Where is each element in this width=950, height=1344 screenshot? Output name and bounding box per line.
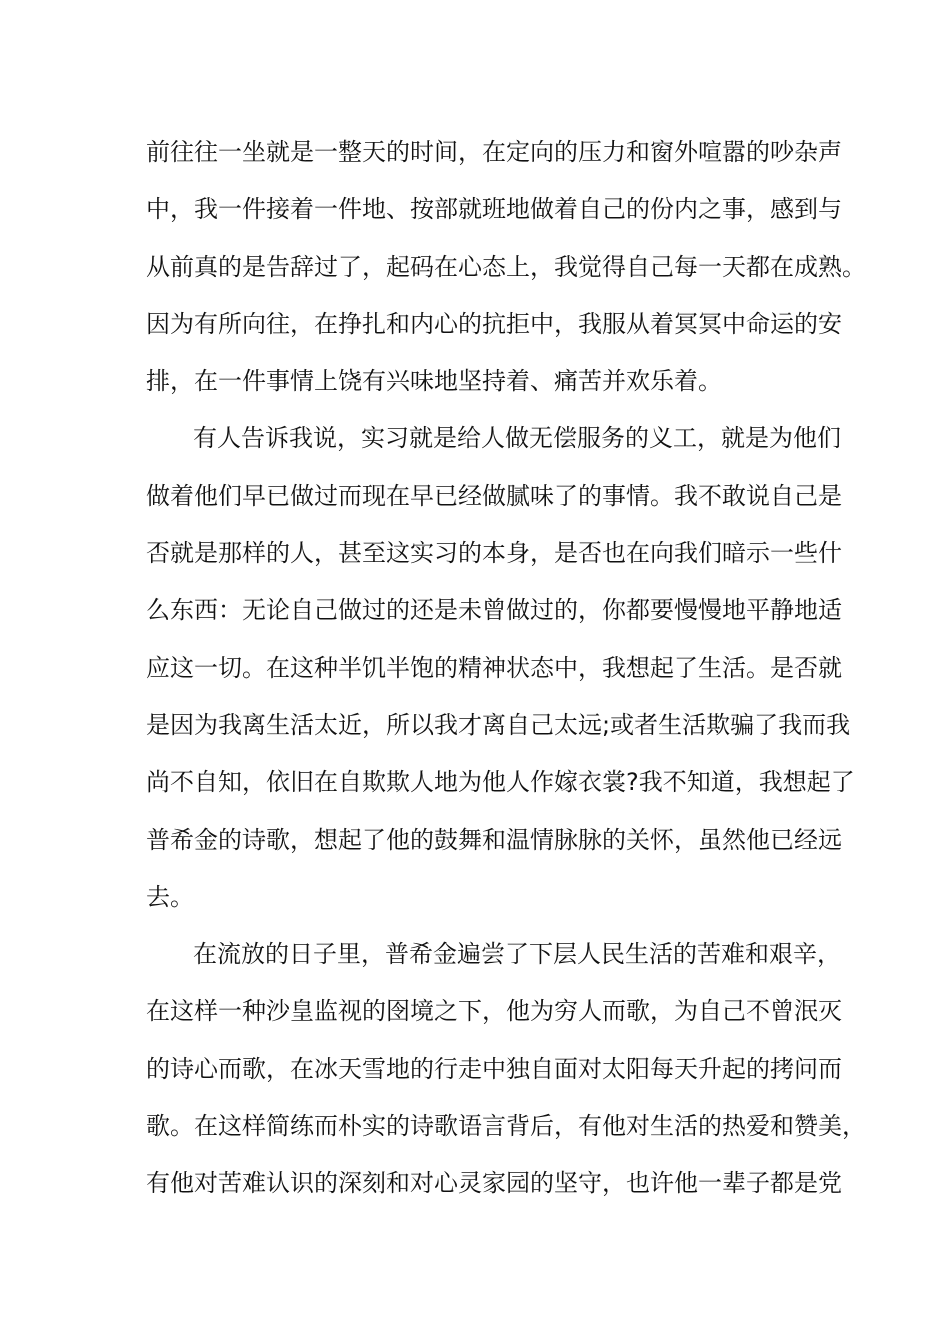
text-line: 在这样一种沙皇监视的囹境之下，他为穷人而歌，为自己不曾泯灭 <box>146 997 842 1026</box>
text-line: 去。 <box>146 882 194 911</box>
text-line: 否就是那样的人，甚至这实习的本身，是否也在向我们暗示一些什 <box>146 539 842 568</box>
text-line: 普希金的诗歌，想起了他的鼓舞和温情脉脉的关怀，虽然他已经远 <box>146 825 842 854</box>
text-line: 的诗心而歌，在冰天雪地的行走中独自面对太阳每天升起的拷问而 <box>146 1054 842 1083</box>
text-line: 中，我一件接着一件地、按部就班地做着自己的份内之事，感到与 <box>146 195 842 224</box>
text-line: 有他对苦难认识的深刻和对心灵家园的坚守，也许他一辈子都是党 <box>146 1169 842 1198</box>
body-text <box>146 124 866 1213</box>
text-line: 是因为我离生活太近，所以我才离自己太远;或者生活欺骗了我而我 <box>146 710 851 739</box>
text-line: 尚不自知，依旧在自欺欺人地为他人作嫁衣裳?我不知道，我想起了 <box>146 768 855 797</box>
text-line: 前往往一坐就是一整天的时间，在定向的压力和窗外喧嚣的吵杂声 <box>146 138 842 166</box>
text-line: 歌。在这样简练而朴实的诗歌语言背后，有他对生活的热爱和赞美， <box>146 1112 866 1141</box>
paragraph-first-line: 在流放的日子里，普希金遍尝了下层人民生活的苦难和艰辛， <box>193 940 841 969</box>
text-line: 应这一切。在这种半饥半饱的精神状态中，我想起了生活。是否就 <box>146 653 842 682</box>
text-line: 因为有所向往，在挣扎和内心的抗拒中，我服从着冥冥中命运的安 <box>146 309 842 338</box>
paragraph-first-line: 有人告诉我说，实习就是给人做无偿服务的义工，就是为他们 <box>193 424 841 453</box>
text-line: 从前真的是告辞过了，起码在心态上，我觉得自己每一天都在成熟。 <box>146 252 866 281</box>
text-line: 做着他们早已做过而现在早已经做腻味了的事情。我不敢说自己是 <box>146 481 842 510</box>
text-line: 么东西：无论自己做过的还是未曾做过的，你都要慢慢地平静地适 <box>146 596 842 625</box>
text-line: 排，在一件事情上饶有兴味地坚持着、痛苦并欢乐着。 <box>146 367 722 396</box>
